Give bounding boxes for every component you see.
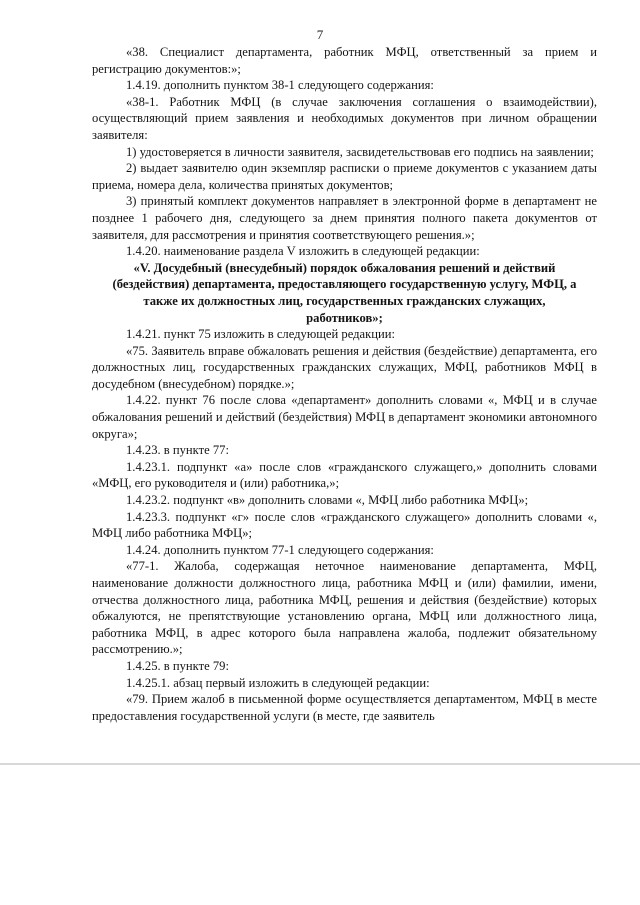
paragraph: «77-1. Жалоба, содержащая неточное наименование департамента, МФЦ, наименование должности должностного лица, работника МФЦ и (или) фамилии, имени, отчества должностного лица, работника МФЦ, решения и действия (бездействие) которых обжалуются, не препятствующие установлению органа, МФЦ или должностного лица, работника МФЦ, в адрес которого была направлена жалоба, подлежит обязательному рассмотрению.»; — [92, 559, 597, 657]
paragraph: 1.4.25.1. абзац первый изложить в следующей редакции: — [126, 675, 430, 690]
paragraph: «75. Заявитель вправе обжаловать решения и действия (бездействие) департамента, его должностных лиц, государственных гражданских служащих, МФЦ, работников МФЦ в досудебном (внесудебном) порядке.»; — [92, 343, 597, 391]
page-number: 7 — [316, 27, 324, 42]
paragraph: 1.4.23.3. подпункт «г» после слов «гражданского служащего» дополнить словами «, МФЦ либо работника МФЦ»; — [92, 509, 597, 541]
paragraph: 1.4.25. в пункте 79: — [126, 658, 229, 673]
paragraph: 1.4.24. дополнить пунктом 77-1 следующего содержания: — [126, 542, 434, 557]
paragraph: 1.4.19. дополнить пунктом 38-1 следующего содержания: — [126, 78, 434, 93]
blank-area — [0, 765, 640, 905]
section-heading: «V. Досудебный (внесудебный) порядок обжалования решений и действий (бездействия) департамента, предоставляющего государственную услугу, МФЦ, а также их должностных лиц, государственных гражданских служащих, работников»; — [112, 260, 577, 325]
paragraph: 1.4.23.1. подпункт «а» после слов «гражданского служащего,» дополнить словами «МФЦ, его руководителя и (или) работника,»; — [92, 459, 597, 491]
document-body — [92, 44, 597, 724]
paragraph: 1.4.20. наименование раздела V изложить в следующей редакции: — [126, 244, 480, 259]
paragraph: 1.4.23.2. подпункт «в» дополнить словами «, МФЦ либо работника МФЦ»; — [126, 493, 529, 508]
paragraph: 1.4.21. пункт 75 изложить в следующей редакции: — [126, 327, 395, 342]
paragraph: 1.4.22. пункт 76 после слова «департамент» дополнить словами «, МФЦ и в случае обжалования решений и действий (бездействия) МФЦ в департамент экономики автономного округа»; — [92, 393, 597, 441]
paragraph: 1.4.23. в пункте 77: — [126, 443, 229, 458]
paragraph: «79. Прием жалоб в письменной форме осуществляется департаментом, МФЦ в месте предоставления государственной услуги (в месте, где заявитель — [92, 692, 597, 723]
paragraph: 2) выдает заявителю один экземпляр расписки о приеме документов с указанием даты приема, номера дела, количества принятых документов; — [92, 161, 597, 192]
paragraph: 3) принятый комплект документов направляет в электронной форме в департамент не позднее 1 рабочего дня, следующего за днем принятия полного пакета документов от заявителя, для рассмотрения и принятия соответствующего решения.»; — [92, 194, 597, 242]
paragraph: 1) удостоверяется в личности заявителя, засвидетельствовав его подпись на заявлении; — [126, 144, 594, 159]
paragraph: «38. Специалист департамента, работник МФЦ, ответственный за прием и регистрацию документов:»; — [92, 45, 597, 76]
paragraph: «38-1. Работник МФЦ (в случае заключения соглашения о взаимодействии), осуществляющий прием заявления и необходимых документов при личном обращении заявителя: — [92, 94, 597, 142]
